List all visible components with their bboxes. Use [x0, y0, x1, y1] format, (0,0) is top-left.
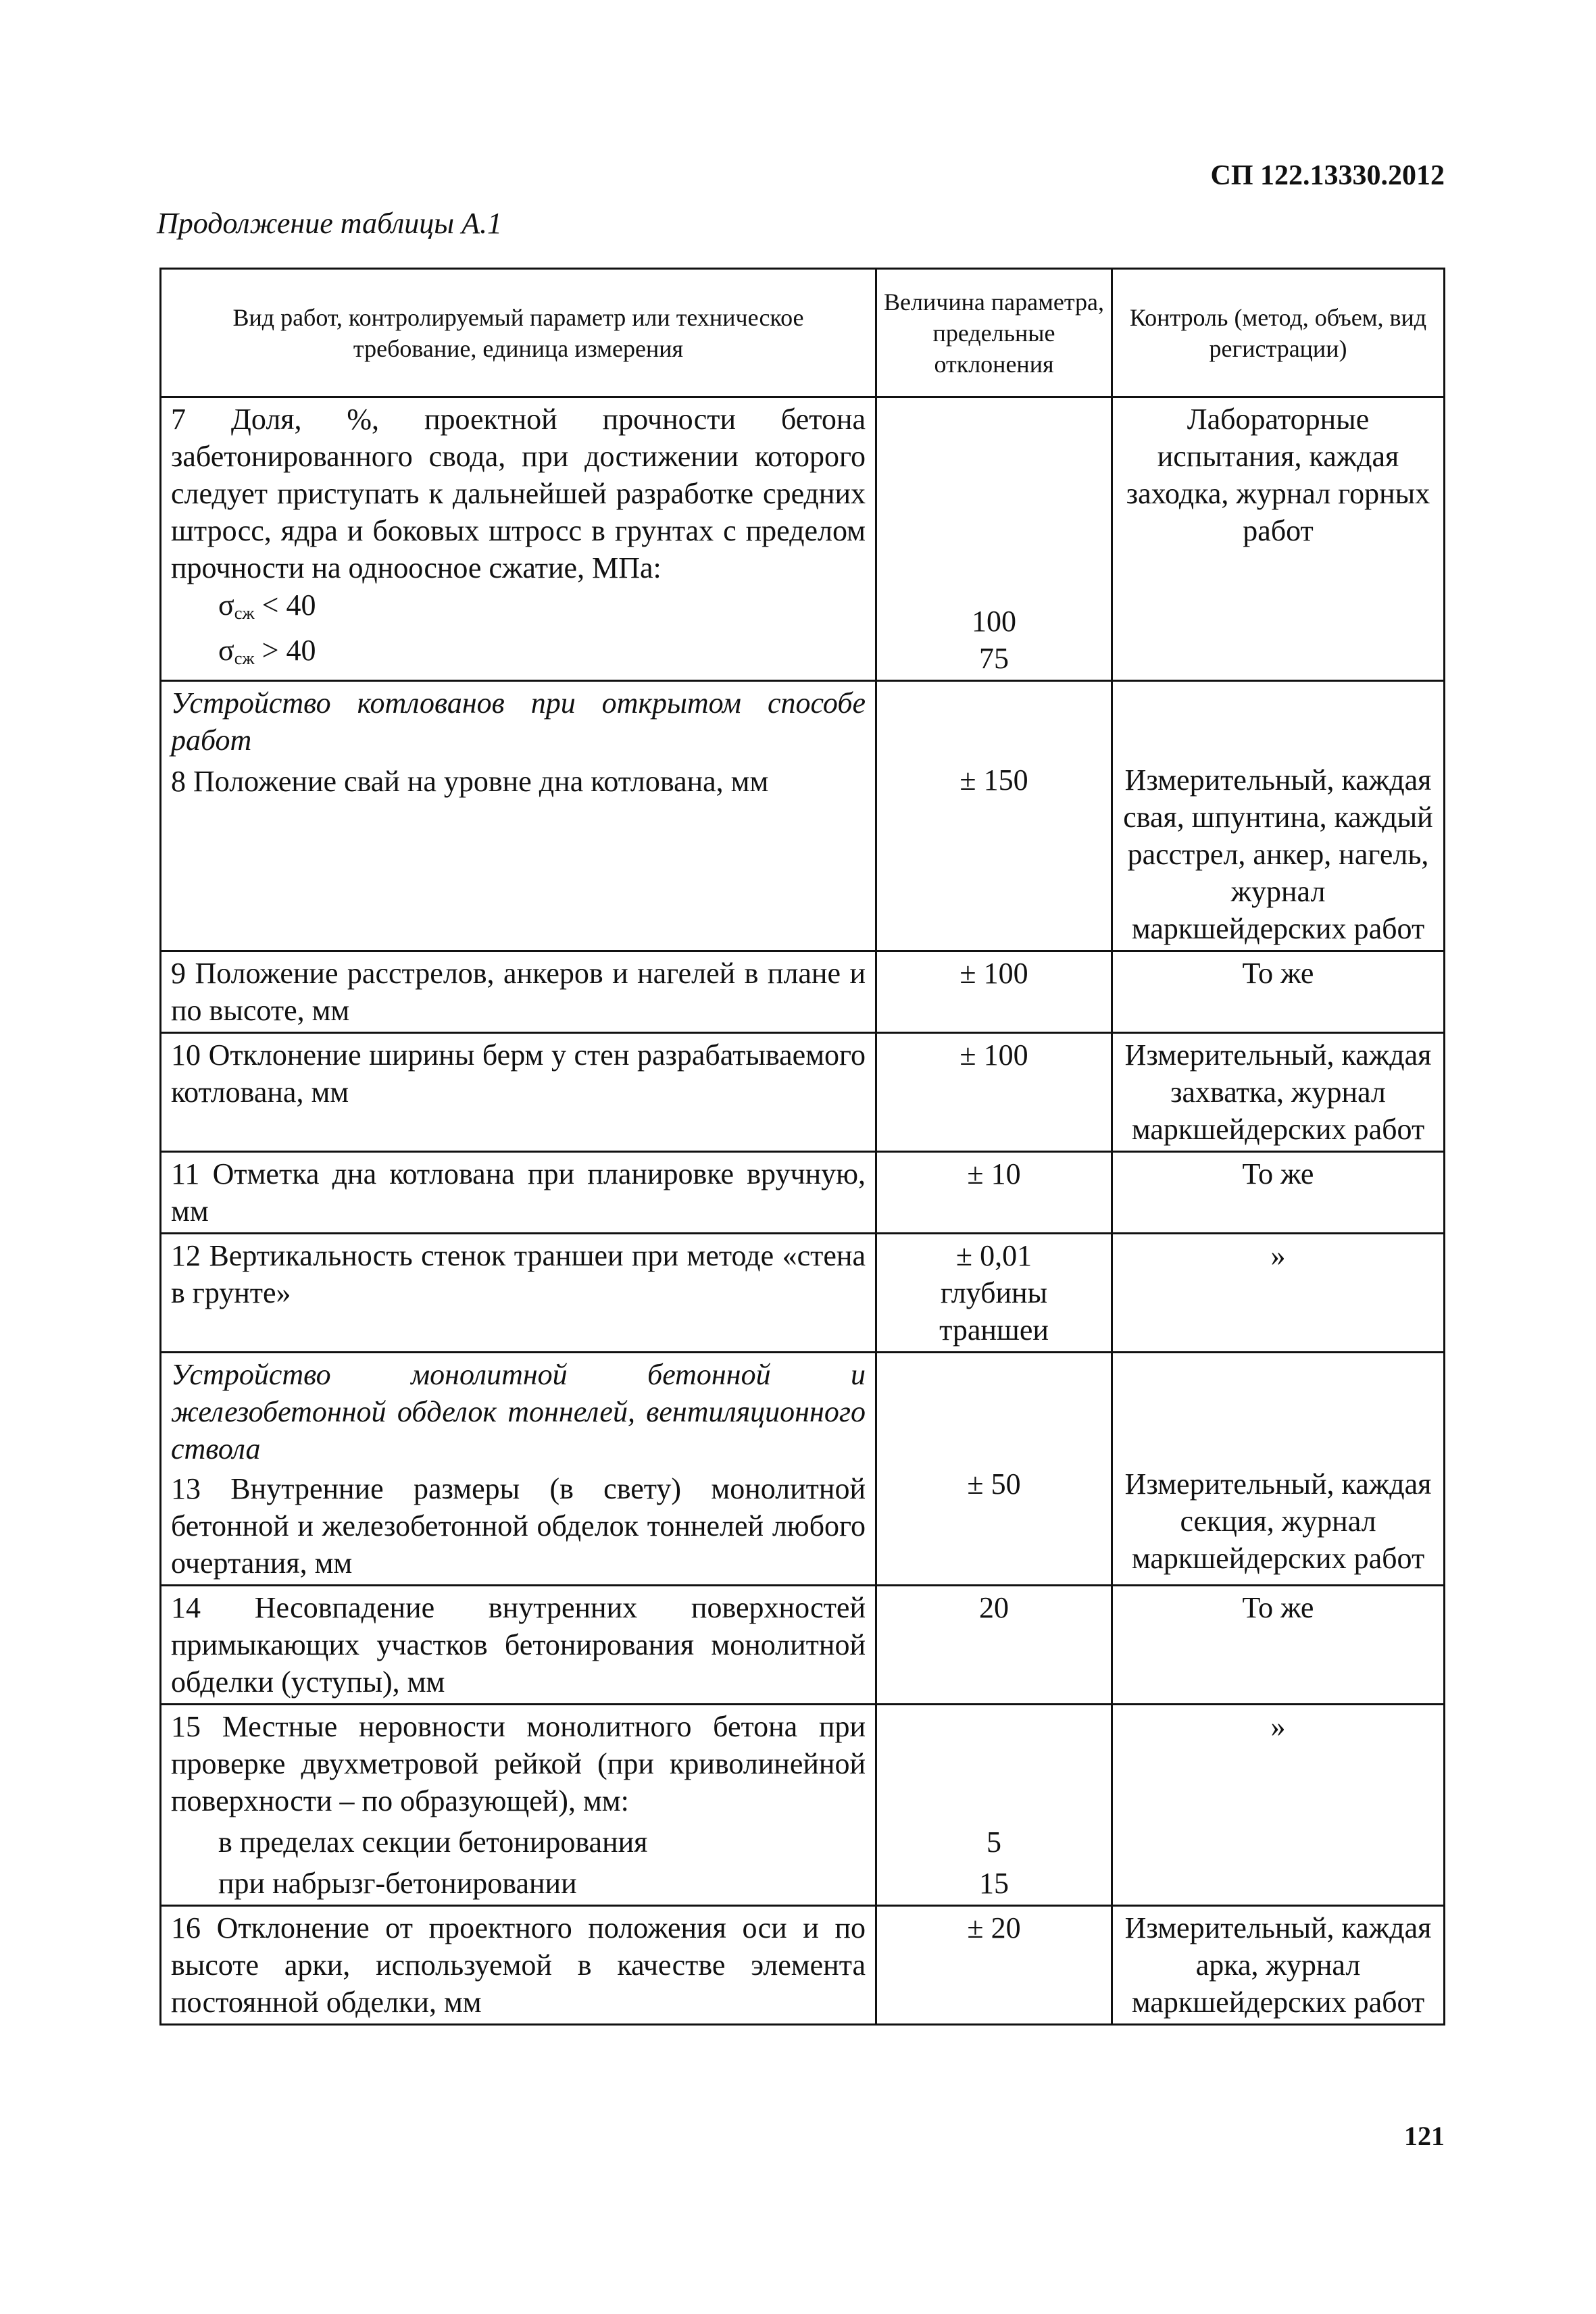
table-caption: Продолжение таблицы А.1	[157, 207, 502, 240]
table-row-14	[161, 1586, 1445, 1705]
document-code: СП 122.13330.2012	[1210, 160, 1445, 191]
row9-description: 9 Положение расстрелов, анкеров и нагелей в плане и по высоте, мм	[161, 951, 876, 1033]
table-row-16	[161, 1906, 1445, 2025]
row11-value: ± 10	[876, 1152, 1112, 1234]
row12-control: »	[1112, 1234, 1445, 1353]
table-header-row	[161, 269, 1445, 397]
row7-value-1: 100	[972, 605, 1016, 638]
row15-value-2: 15	[979, 1867, 1009, 1900]
sigma-index: сж	[234, 603, 255, 623]
row11-control: То же	[1112, 1152, 1445, 1234]
row10-control: Измерительный, каждая захватка, журнал маркшейдерских работ	[1112, 1033, 1445, 1152]
row13-value: ± 50	[876, 1353, 1112, 1586]
row11-description: 11 Отметка дна котлована при планировке вручную, мм	[161, 1152, 876, 1234]
row10-description: 10 Отклонение ширины берм у стен разрабатываемого котлована, мм	[161, 1033, 876, 1152]
section-heading-lining: Устройство монолитной бетонной и железобетонной обделок тоннелей, вентиляционного ствола	[171, 1358, 866, 1465]
header-parameter-value: Величина параметра, предельные отклонения	[876, 269, 1112, 397]
row8-description	[161, 681, 876, 951]
row15-description	[161, 1705, 876, 1906]
table-row-10	[161, 1033, 1445, 1152]
row14-description: 14 Несовпадение внутренних поверхностей примыкающих участков бетонирования монолитной обделки (уступы), мм	[161, 1586, 876, 1705]
row13-text: 13 Внутренние размеры (в свету) монолитной бетонной и железобетонной обделок тоннелей любого очертания, мм	[171, 1472, 866, 1580]
row7-text: 7 Доля, %, проектной прочности бетона забетонированного свода, при достижении которого следует приступать к дальнейшей разработке средних штросс, ядра и боковых штросс в грунтах с пределом прочности на одноосное сжатие, МПа:	[171, 403, 866, 584]
row16-control: Измерительный, каждая арка, журнал маркшейдерских работ	[1112, 1906, 1445, 2025]
row9-control: То же	[1112, 951, 1445, 1033]
sigma-index: сж	[234, 648, 255, 668]
row15-values	[876, 1705, 1112, 1906]
header-control: Контроль (метод, объем, вид регистрации)	[1112, 269, 1445, 397]
row7-sub2-rest: > 40	[254, 634, 316, 667]
row7-sub1	[171, 586, 866, 632]
section-heading-excavation: Устройство котлованов при открытом способе работ	[171, 686, 866, 757]
row14-value: 20	[876, 1586, 1112, 1705]
row12-description: 12 Вертикальность стенок траншеи при методе «стена в грунте»	[161, 1234, 876, 1353]
table-row-15	[161, 1705, 1445, 1906]
row7-values	[876, 397, 1112, 681]
row15-sub1: в пределах секции бетонирования	[218, 1826, 648, 1859]
row13-control: Измерительный, каждая секция, журнал маркшейдерских работ	[1112, 1353, 1445, 1586]
table-row-11	[161, 1152, 1445, 1234]
row12-value: ± 0,01 глубины траншеи	[876, 1234, 1112, 1353]
table-row-12	[161, 1234, 1445, 1353]
row7-sub1-rest: < 40	[254, 588, 316, 622]
row8-value: ± 150	[876, 681, 1112, 951]
table-row-13	[161, 1353, 1445, 1586]
table-row-7	[161, 397, 1445, 681]
row7-sub2	[171, 632, 866, 677]
row15-text: 15 Местные неровности монолитного бетона при проверке двухметровой рейкой (при криволинейной поверхности – по образующей), мм:	[171, 1710, 866, 1817]
row10-value: ± 100	[876, 1033, 1112, 1152]
row7-control: Лабораторные испытания, каждая заходка, журнал горных работ	[1112, 397, 1445, 681]
row16-value: ± 20	[876, 1906, 1112, 2025]
row7-value-2: 75	[979, 642, 1009, 675]
table-row-8	[161, 681, 1445, 951]
page-number: 121	[1404, 2121, 1445, 2151]
row7-description	[161, 397, 876, 681]
sigma-symbol: σ	[218, 634, 234, 667]
row14-control: То же	[1112, 1586, 1445, 1705]
row8-text: 8 Положение свай на уровне дна котлована, мм	[171, 765, 769, 798]
control-table	[159, 268, 1445, 2026]
row15-value-1: 5	[987, 1826, 1001, 1859]
sigma-symbol: σ	[218, 588, 234, 622]
table-row-9	[161, 951, 1445, 1033]
header-work-type: Вид работ, контролируемый параметр или техническое требование, единица измерения	[161, 269, 876, 397]
row13-description	[161, 1353, 876, 1586]
row16-description: 16 Отклонение от проектного положения оси и по высоте арки, используемой в качестве элемента постоянной обделки, мм	[161, 1906, 876, 2025]
row15-control: »	[1112, 1705, 1445, 1906]
row9-value: ± 100	[876, 951, 1112, 1033]
row8-control: Измерительный, каждая свая, шпунтина, каждый расстрел, анкер, нагель, журнал маркшейдерских работ	[1112, 681, 1445, 951]
row15-sub2: при набрызг-бетонировании	[218, 1867, 577, 1900]
